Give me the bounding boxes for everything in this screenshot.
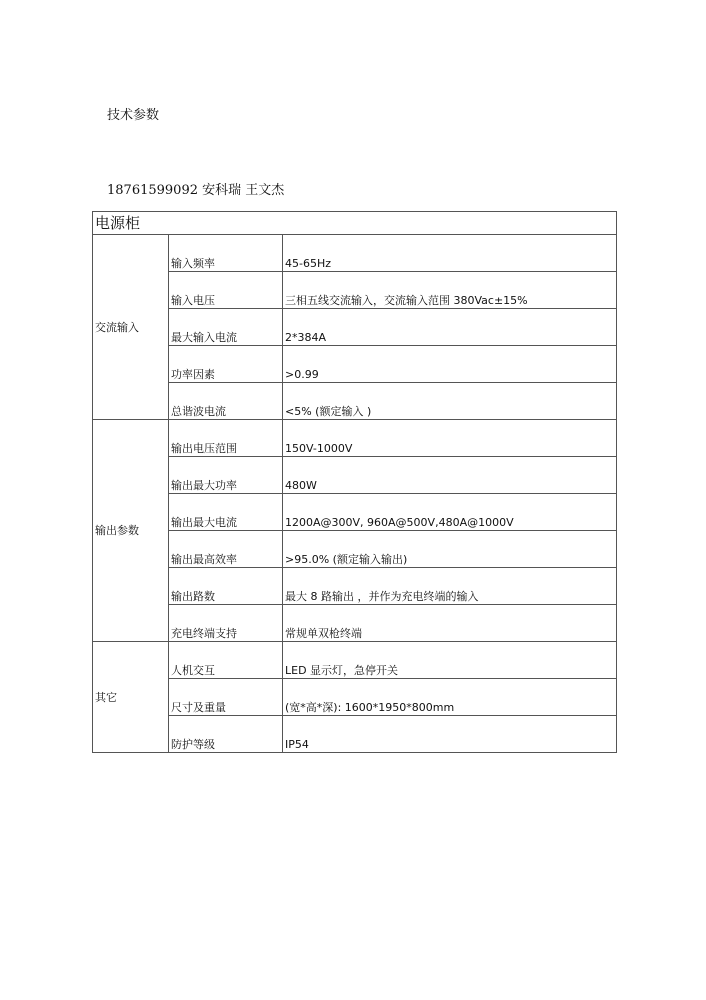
param-name: 人机交互 <box>169 642 283 679</box>
param-value: >95.0% (额定输入输出) <box>283 531 617 568</box>
param-value: IP54 <box>283 716 617 753</box>
table-row <box>93 568 617 605</box>
group-label-output: 输出参数 <box>93 420 169 642</box>
param-name: 最大输入电流 <box>169 309 283 346</box>
param-value: 最大 8 路输出 ，并作为充电终端的输入 <box>283 568 617 605</box>
table-row <box>93 531 617 568</box>
param-value: 常规单双枪终端 <box>283 605 617 642</box>
table-title: 电源柜 <box>93 212 617 235</box>
spec-table <box>92 211 617 753</box>
param-name: 输出最高效率 <box>169 531 283 568</box>
group-label-other: 其它 <box>93 642 169 753</box>
table-row <box>93 235 617 272</box>
table-row <box>93 272 617 309</box>
param-name: 防护等级 <box>169 716 283 753</box>
param-value: 2*384A <box>283 309 617 346</box>
param-name: 输入频率 <box>169 235 283 272</box>
contact-line: 18761599092 安科瑞 王文杰 <box>107 183 285 198</box>
param-value: 三相五线交流输入，交流输入范围 380Vac±15% <box>283 272 617 309</box>
table-row <box>93 383 617 420</box>
param-value: <5% (额定输入 ) <box>283 383 617 420</box>
table-row <box>93 420 617 457</box>
param-value: 1200A@300V, 960A@500V,480A@1000V <box>283 494 617 531</box>
param-name: 输出路数 <box>169 568 283 605</box>
param-value: LED 显示灯，急停开关 <box>283 642 617 679</box>
param-name: 总谐波电流 <box>169 383 283 420</box>
param-value: 150V-1000V <box>283 420 617 457</box>
param-name: 输入电压 <box>169 272 283 309</box>
table-row <box>93 679 617 716</box>
param-name: 功率因素 <box>169 346 283 383</box>
param-value: >0.99 <box>283 346 617 383</box>
table-row <box>93 605 617 642</box>
param-name: 输出最大功率 <box>169 457 283 494</box>
table-row <box>93 346 617 383</box>
param-name: 充电终端支持 <box>169 605 283 642</box>
param-value: (宽*高*深): 1600*1950*800mm <box>283 679 617 716</box>
table-row <box>93 457 617 494</box>
table-row <box>93 494 617 531</box>
table-row <box>93 716 617 753</box>
param-value: 45-65Hz <box>283 235 617 272</box>
param-name: 输出电压范围 <box>169 420 283 457</box>
group-label-ac-input: 交流输入 <box>93 235 169 420</box>
section-heading: 技术参数 <box>107 108 160 123</box>
table-row <box>93 642 617 679</box>
param-name: 尺寸及重量 <box>169 679 283 716</box>
param-value: 480W <box>283 457 617 494</box>
param-name: 输出最大电流 <box>169 494 283 531</box>
table-row <box>93 309 617 346</box>
